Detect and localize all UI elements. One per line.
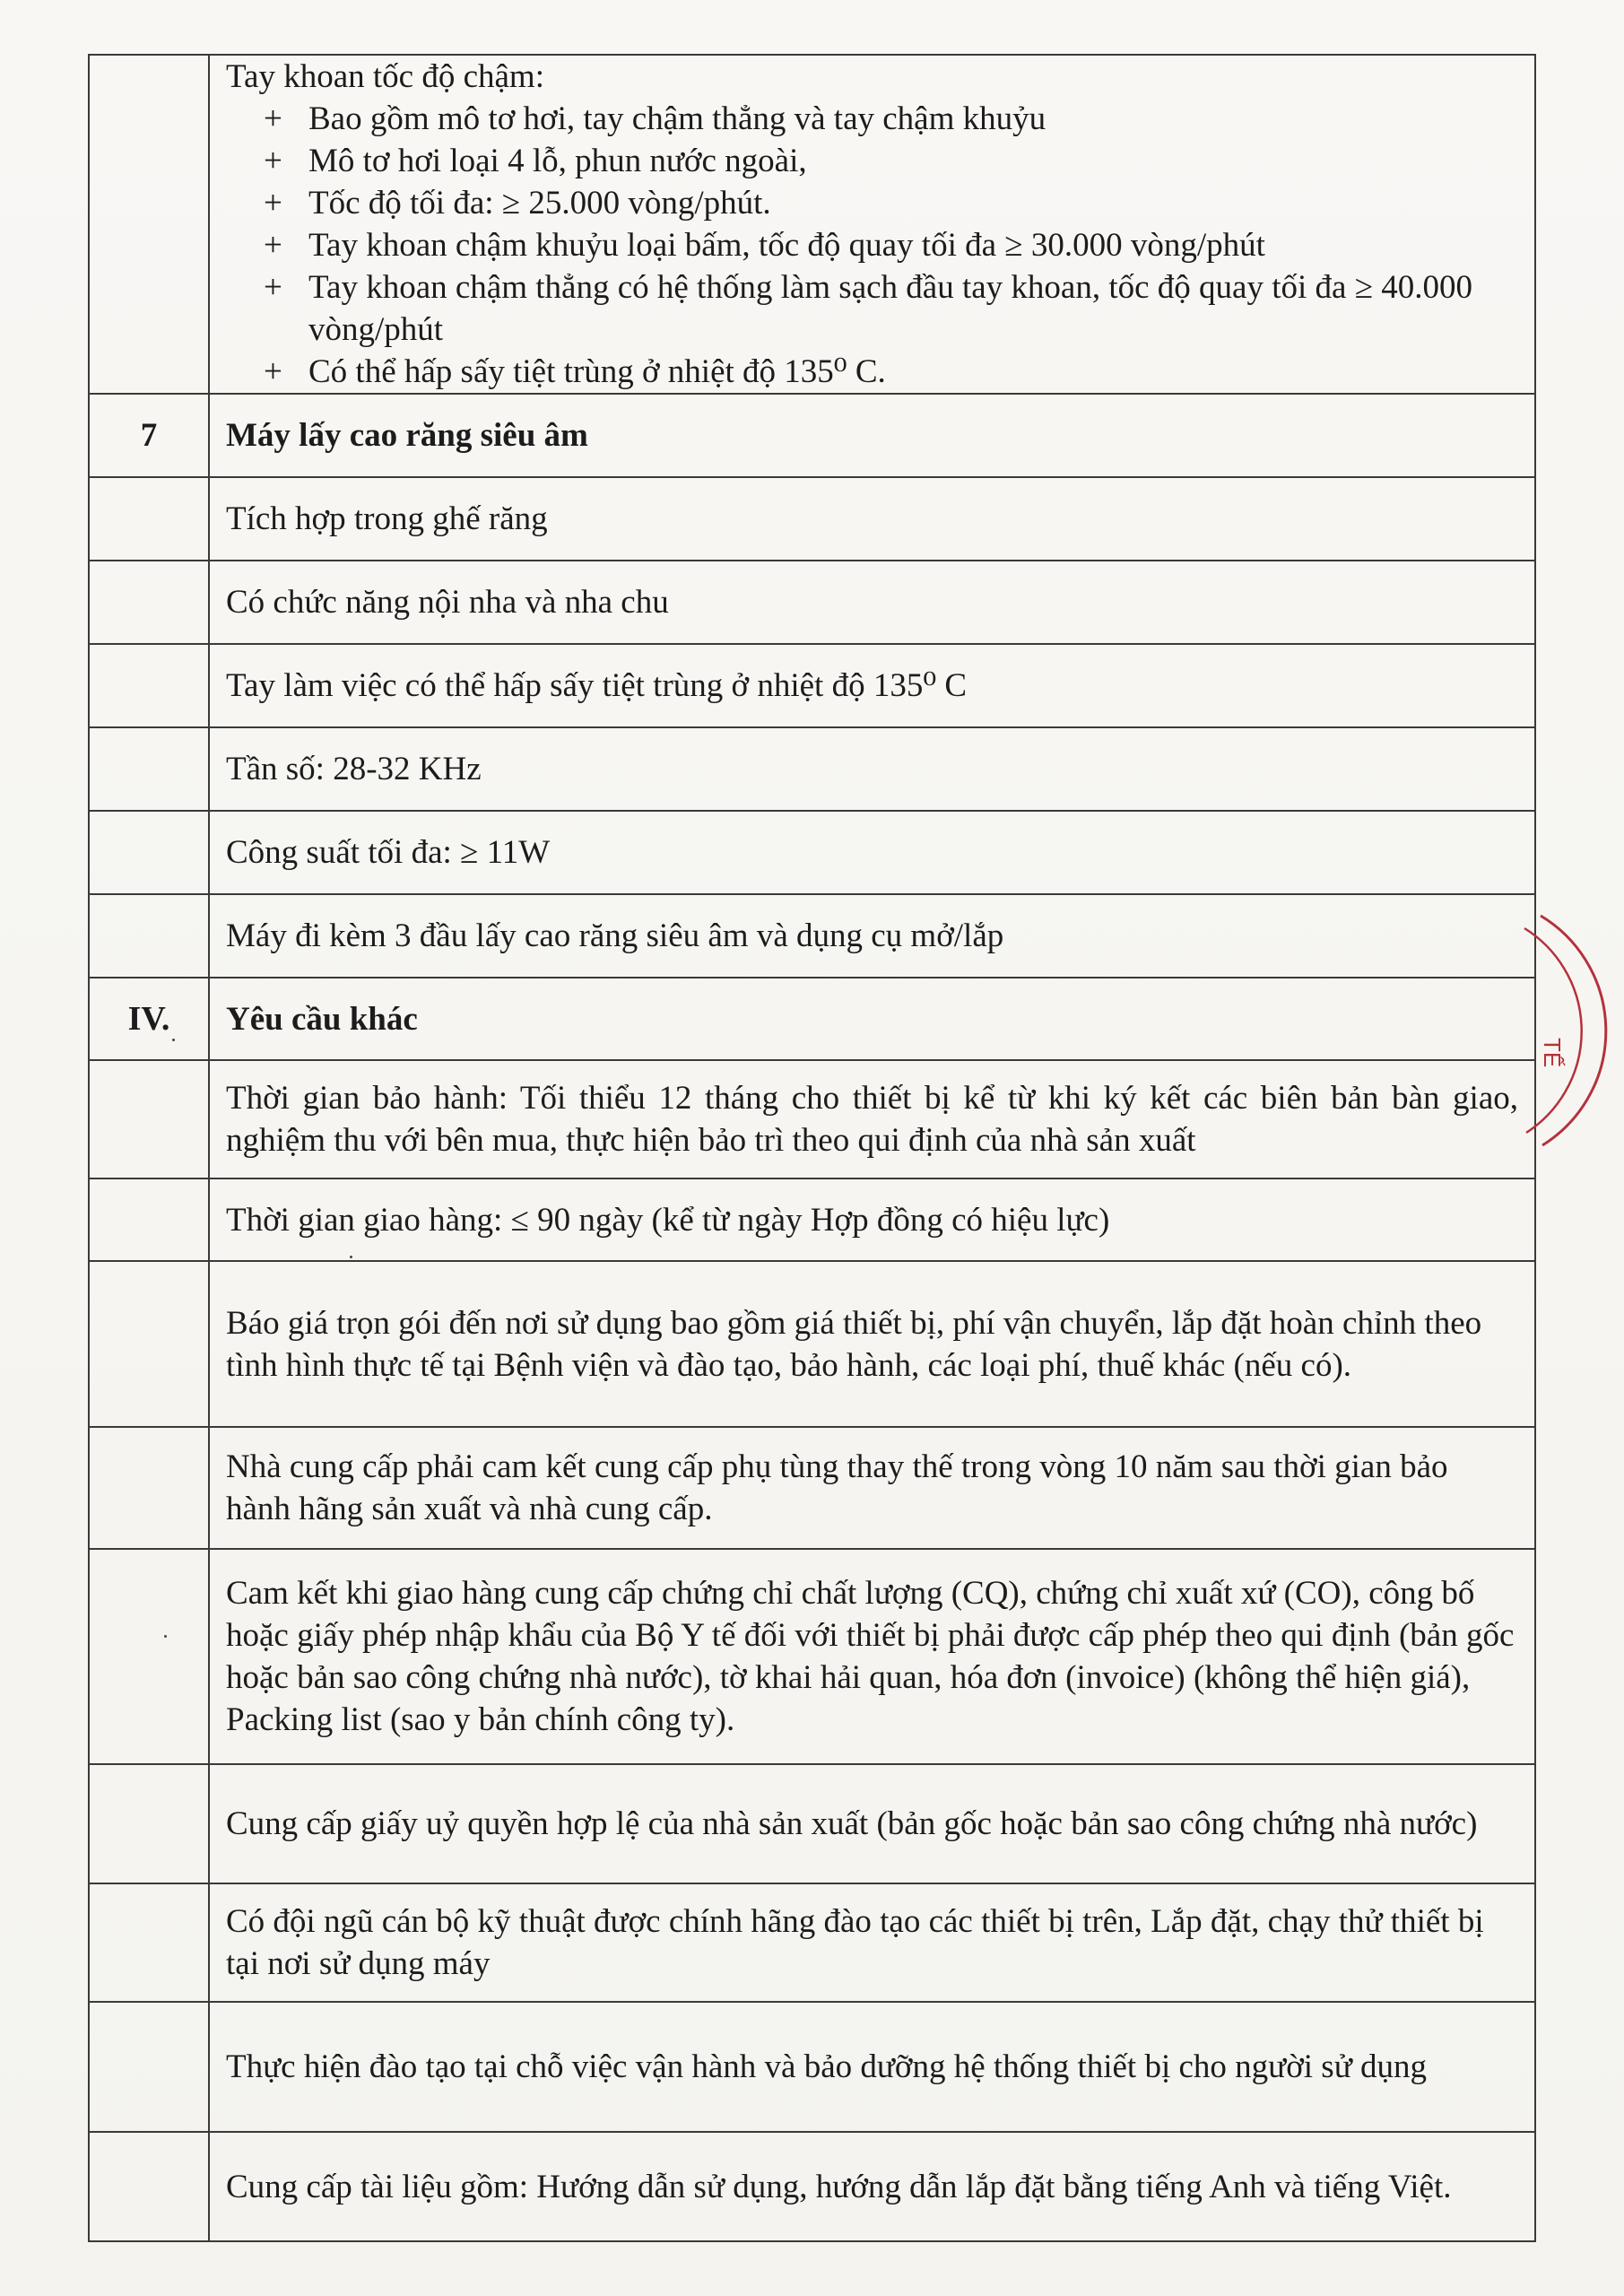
table-row [89, 1883, 1535, 2002]
row-number-cell [89, 727, 209, 811]
row-number-cell [89, 1427, 209, 1549]
list-item: + Có thể hấp sấy tiệt trùng ở nhiệt độ 135⁰ C. [226, 351, 1518, 393]
spec-cell [209, 55, 1535, 394]
row-number-cell [89, 644, 209, 727]
table-row [89, 55, 1535, 394]
spec-cell: Tay làm việc có thể hấp sấy tiệt trùng ở nhiệt độ 135⁰ C [209, 644, 1535, 727]
row-number-cell [89, 1883, 209, 2002]
item-title: Máy lấy cao răng siêu âm [209, 394, 1535, 477]
ink-speck [164, 1635, 167, 1638]
spec-cell: Máy đi kèm 3 đầu lấy cao răng siêu âm và dụng cụ mở/lắp [209, 894, 1535, 978]
row-number-cell [89, 2132, 209, 2241]
row-number-cell [89, 2002, 209, 2132]
table-row [89, 894, 1535, 978]
spec-cell: Báo giá trọn gói đến nơi sử dụng bao gồm giá thiết bị, phí vận chuyển, lắp đặt hoàn chỉnh theo tình hình thực tế tại Bệnh viện và đào tạo, bảo hành, các loại phí, thuế khác (nếu có). [209, 1261, 1535, 1427]
section-title: Yêu cầu khác [209, 978, 1535, 1060]
list-item: + Tốc độ tối đa: ≥ 25.000 vòng/phút. [226, 182, 1518, 224]
row-number-cell [89, 55, 209, 394]
handpiece-title: Tay khoan tốc độ chậm: [226, 58, 544, 95]
row-number-cell [89, 894, 209, 978]
table-row [89, 644, 1535, 727]
spec-cell: Cung cấp tài liệu gồm: Hướng dẫn sử dụng, hướng dẫn lắp đặt bằng tiếng Anh và tiếng Việt. [209, 2132, 1535, 2241]
spec-cell: Có chức năng nội nha và nha chu [209, 561, 1535, 644]
table-row [89, 477, 1535, 561]
spec-cell: Thực hiện đào tạo tại chỗ việc vận hành và bảo dưỡng hệ thống thiết bị cho người sử dụng [209, 2002, 1535, 2132]
table-row [89, 978, 1535, 1060]
table-row [89, 394, 1535, 477]
handpiece-bullet-list [226, 98, 1518, 393]
spec-cell: Nhà cung cấp phải cam kết cung cấp phụ tùng thay thế trong vòng 10 năm sau thời gian bảo hành hãng sản xuất và nhà cung cấp. [209, 1427, 1535, 1549]
table-row [89, 727, 1535, 811]
list-item: + Tay khoan chậm khuỷu loại bấm, tốc độ quay tối đa ≥ 30.000 vòng/phút [226, 224, 1518, 266]
row-number-cell [89, 561, 209, 644]
row-number-cell [89, 1060, 209, 1178]
table-row [89, 1060, 1535, 1178]
spec-cell: Tần số: 28-32 KHz [209, 727, 1535, 811]
row-number-cell [89, 1261, 209, 1427]
spec-cell: Cam kết khi giao hàng cung cấp chứng chỉ chất lượng (CQ), chứng chỉ xuất xứ (CO), công bố hoặc giấy phép nhập khẩu của Bộ Y tế đối với thiết bị phải được cấp phép theo qui định (bản gốc hoặc bản sao công chứng nhà nước), tờ khai hải quan, hóa đơn (invoice) (không thể hiện giá), Packing list (sao y bản chính công ty). [209, 1549, 1535, 1764]
spec-cell: Tích hợp trong ghế răng [209, 477, 1535, 561]
table-row [89, 1764, 1535, 1883]
table-row [89, 561, 1535, 644]
spec-cell: Có đội ngũ cán bộ kỹ thuật được chính hãng đào tạo các thiết bị trên, Lắp đặt, chạy thử thiết bị tại nơi sử dụng máy [209, 1883, 1535, 2002]
table-row [89, 811, 1535, 894]
row-number-cell [89, 1178, 209, 1261]
spec-cell: Cung cấp giấy uỷ quyền hợp lệ của nhà sản xuất (bản gốc hoặc bản sao công chứng nhà nước) [209, 1764, 1535, 1883]
row-number-cell [89, 1764, 209, 1883]
table-row [89, 1549, 1535, 1764]
row-number-cell [89, 477, 209, 561]
row-number-cell [89, 1549, 209, 1764]
item-number: 7 [89, 394, 209, 477]
spec-cell: Thời gian bảo hành: Tối thiểu 12 tháng cho thiết bị kể từ khi ký kết các biên bản bàn giao, nghiệm thu với bên mua, thực hiện bảo trì theo qui định của nhà sản xuất [209, 1060, 1535, 1178]
ink-speck [350, 1256, 352, 1258]
table-row [89, 2002, 1535, 2132]
section-number: IV. [89, 978, 209, 1060]
spec-cell: Công suất tối đa: ≥ 11W [209, 811, 1535, 894]
ink-speck [172, 1039, 175, 1041]
table-row [89, 1261, 1535, 1427]
row-number-cell [89, 811, 209, 894]
list-item: + Mô tơ hơi loại 4 lỗ, phun nước ngoài, [226, 140, 1518, 182]
table-row [89, 2132, 1535, 2241]
stamp-text: TẾ [1539, 1038, 1566, 1068]
table-row [89, 1427, 1535, 1549]
table-row [89, 1178, 1535, 1261]
specification-table [88, 54, 1536, 2242]
spec-cell: Thời gian giao hàng: ≤ 90 ngày (kể từ ngày Hợp đồng có hiệu lực) [209, 1178, 1535, 1261]
list-item: + Tay khoan chậm thẳng có hệ thống làm sạch đầu tay khoan, tốc độ quay tối đa ≥ 40.000 vòng/phút [226, 266, 1518, 351]
list-item: + Bao gồm mô tơ hơi, tay chậm thẳng và tay chậm khuỷu [226, 98, 1518, 140]
